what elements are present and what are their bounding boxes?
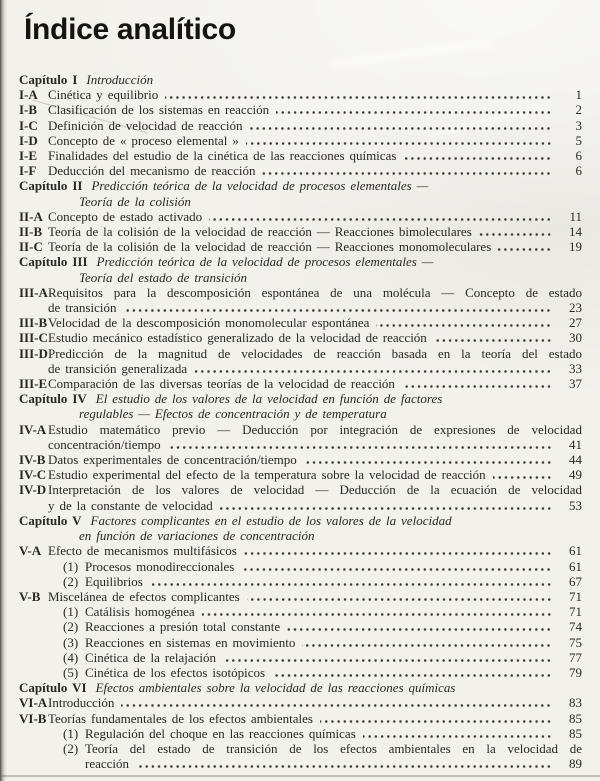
scan-artifact [330,39,489,68]
sub-number: (3) [63,634,79,650]
chapter-heading [19,254,582,269]
sub-number: (1) [63,558,79,574]
page-number: 74 [569,619,582,635]
dot-leader [209,218,552,221]
dot-leader [165,96,552,99]
dot-leader [376,324,552,327]
sub-number: (1) [63,604,79,620]
entry-text: Estudio mecánico estadístico generalizado de la velocidad de reacción [48,330,427,346]
toc-subentry [19,635,582,650]
entry-text: Velocidad de la descomposición monomolecular espontánea [48,315,370,331]
entry-text: concentración/tiempo [48,436,161,452]
dot-leader [272,674,552,677]
entry-text: Estudio matemático previo — Deducción por integración de expresiones de velocidad [48,421,582,437]
dot-leader [121,704,552,707]
chapter-title: Predicción teórica de la velocidad de procesos elementales — [96,254,434,270]
toc-entry [19,346,582,361]
entry-label: III-A [19,284,48,300]
entry-label: II-A [19,208,43,224]
toc-entry [19,133,582,148]
page-number: 27 [569,315,582,331]
page-number: 83 [569,695,582,711]
dot-leader [434,339,552,342]
entry-text: Teoría del estado de transición de los efectos ambientales en la velocidad de [85,740,582,756]
entry-text: Comparación de las diversas teorías de la velocidad de reacción [48,376,395,392]
toc-entry-continuation [19,361,582,376]
toc-entry [19,695,582,710]
entry-label: I-E [19,148,38,164]
sub-number: (1) [63,725,79,741]
entry-text: Interpretación de los valores de velocidad — Deducción de la ecuación de velocidad [48,482,582,498]
entry-text: Cinética y equilibrio [48,87,159,103]
dot-leader [363,735,552,738]
page-number: 30 [569,330,582,346]
entry-label: VI-A [19,695,48,711]
page-number: 5 [575,132,582,148]
entry-text: de transición [48,300,117,316]
entry-label: IV-C [19,467,47,483]
page-number: 89 [569,756,582,772]
dot-leader [403,157,552,160]
page-number: 85 [569,710,582,726]
scan-page-edge [0,775,600,777]
page-number: 75 [569,634,582,650]
entry-text: Efecto de mecanismos multifásicos [48,543,237,559]
entry-text: reacción [85,756,130,772]
page-number: 37 [569,376,582,392]
page-number: 77 [569,649,582,665]
entry-label: V-A [19,543,42,559]
toc-entry [19,376,582,391]
entry-text: y de la constante de velocidad [48,497,213,513]
entry-label: III-B [19,315,48,331]
toc-entry [19,543,582,558]
dot-leader [168,446,552,449]
chapter-heading [19,72,582,87]
chapter-heading-continuation [19,528,582,543]
dot-leader [287,628,552,631]
entry-label: III-C [19,330,48,346]
entry-text: Requisitos para la descomposición espontánea de una molécula — Concepto de estado [48,284,582,300]
page-number: 2 [575,102,582,118]
entry-text: Clasificación de los sistemas en reacción [48,102,270,118]
dot-leader [304,461,552,464]
toc-entry [19,315,582,330]
entry-text: Teoría de la colisión de la velocidad de reacción — Reacciones bimoleculares [48,224,472,240]
page-number: 41 [569,436,582,452]
toc-entry-continuation [19,300,582,315]
chapter-title: regulables — Efectos de concentración y de temperatura [79,406,387,422]
toc-entry [19,87,582,102]
toc-entry-continuation [19,437,582,452]
toc [19,72,582,771]
chapter-title: Factores complicantes en el estudio de los valores de la velocidad [90,512,452,528]
page-number: 71 [569,588,582,604]
dot-leader [498,248,552,251]
dot-leader [247,598,552,601]
page-number: 44 [569,452,582,468]
dot-leader [302,644,552,647]
toc-subentry-continuation [19,756,582,771]
toc-entry [19,118,582,133]
toc-entry [19,209,582,224]
page-number: 33 [569,360,582,376]
toc-subentry [19,665,582,680]
chapter-title: Teoría del estado de transición [79,269,248,285]
toc-entry [19,239,582,254]
page-number: 1 [575,87,582,103]
toc-entry [19,330,582,345]
entry-label: I-A [19,87,38,103]
chapter-heading-continuation [19,270,582,285]
entry-text: Cinética de la relajación [85,649,217,665]
chapter-heading-continuation [19,406,582,421]
toc-entry-continuation [19,498,582,513]
entry-text: Deducción del mecanismo de reacción [48,163,256,179]
page-number: 61 [569,558,582,574]
toc-entry [19,589,582,604]
toc-entry [19,422,582,437]
chapter-label: Capítulo III [19,254,88,270]
toc-entry [19,224,582,239]
page-number: 23 [569,300,582,316]
toc-subentry [19,574,582,589]
chapter-label: Capítulo IV [19,391,87,407]
sub-number: (4) [63,649,79,665]
dot-leader [276,111,552,114]
dot-leader [136,765,552,768]
toc-entry [19,102,582,117]
entry-text: Reacciones a presión total constante [85,619,281,635]
page-number: 11 [569,208,582,224]
page-title: Índice analítico [24,13,236,46]
chapter-heading [19,391,582,406]
dot-leader [246,142,552,145]
chapter-title: El estudio de los valores de la velocidad en función de factores [95,391,443,407]
page-number: 6 [575,148,582,164]
entry-label: IV-A [19,421,47,437]
entry-text: Reacciones en sistemas en movimiento [85,634,296,650]
entry-text: Estudio experimental del efecto de la temperatura sobre la velocidad de reacción [48,467,486,483]
page-number: 6 [575,163,582,179]
toc-subentry [19,559,582,574]
chapter-heading-continuation [19,194,582,209]
chapter-label: Capítulo II [19,178,83,194]
dot-leader [479,233,552,236]
sub-number: (2) [63,740,79,756]
entry-text: Definición de velocidad de reacción [48,117,243,133]
entry-text: Datos experimentales de concentración/tiempo [48,452,297,468]
entry-label: II-B [19,224,43,240]
page-number: 14 [569,224,582,240]
chapter-title: Predicción teórica de la velocidad de procesos elementales — [91,178,429,194]
entry-label: I-C [19,117,38,133]
dot-leader [223,659,552,662]
entry-text: Predicción de la magnitud de velocidades de reacción basada en la teoría del estado [48,345,582,361]
dot-leader [220,507,552,510]
page-number: 19 [569,239,582,255]
sub-number: (2) [63,619,79,635]
dot-leader [194,370,552,373]
page-number: 53 [569,497,582,513]
entry-text: de transición generalizada [48,360,188,376]
entry-label: I-B [19,102,38,118]
page-number: 61 [569,543,582,559]
page-number: 67 [569,573,582,589]
toc-subentry [19,650,582,665]
entry-text: Regulación del choque en las reacciones químicas [85,725,356,741]
entry-text: Miscelánea de efectos complicantes [48,588,240,604]
chapter-title: Teoría de la colisión [79,193,191,209]
entry-label: VI-B [19,710,47,726]
entry-label: V-B [19,588,41,604]
chapter-title: en función de variaciones de concentración [79,528,315,544]
entry-label: I-D [19,132,38,148]
page-number: 49 [569,467,582,483]
entry-label: IV-D [19,482,47,498]
dot-leader [493,476,552,479]
page-number: 85 [569,725,582,741]
entry-label: IV-B [19,452,46,468]
entry-text: Introducción [48,695,115,711]
toc-subentry [19,726,582,741]
entry-label: III-E [19,376,48,392]
scan-gutter-shadow [0,0,7,781]
entry-label: III-D [19,345,48,361]
chapter-label: Capítulo VI [19,680,87,696]
dot-leader [402,385,552,388]
page-number: 3 [575,117,582,133]
dot-leader [262,172,552,175]
chapter-heading [19,680,582,695]
entry-text: Equilibrios [85,573,143,589]
entry-text: Teoría de la colisión de la velocidad de reacción — Reacciones monomoleculares [48,239,492,255]
entry-label: II-C [19,239,43,255]
dot-leader [249,127,552,130]
chapter-title: Efectos ambientales sobre la velocidad de las reacciones químicas [95,680,456,696]
dot-leader [241,568,552,571]
toc-entry [19,452,582,467]
dot-leader [150,583,552,586]
toc-entry [19,148,582,163]
toc-entry [19,163,582,178]
sub-number: (2) [63,573,79,589]
chapter-heading [19,513,582,528]
entry-text: Concepto de « proceso elemental » [48,132,239,148]
entry-text: Procesos monodireccionales [85,558,235,574]
dot-leader [320,720,552,723]
chapter-label: Capítulo I [19,72,78,87]
toc-entry [19,467,582,482]
page-number: 79 [569,664,582,680]
chapter-heading [19,178,582,193]
dot-leader [244,552,552,555]
toc-entry [19,285,582,300]
entry-text: Concepto de estado activado [48,208,203,224]
toc-subentry [19,604,582,619]
entry-text: Catálisis homogénea [85,604,195,620]
chapter-title: Introducción [86,72,154,87]
dot-leader [202,613,552,616]
toc-subentry [19,741,582,756]
page-number: 71 [569,604,582,620]
sub-number: (5) [63,664,79,680]
toc-subentry [19,619,582,634]
entry-label: I-F [19,163,37,179]
toc-entry [19,482,582,497]
entry-text: Cinética de los efectos isotópicos [85,664,266,680]
entry-text: Teorías fundamentales de los efectos ambientales [48,710,313,726]
entry-text: Finalidades del estudio de la cinética de las reacciones químicas [48,148,397,164]
toc-entry [19,711,582,726]
chapter-label: Capítulo V [19,512,82,528]
dot-leader [123,309,552,312]
